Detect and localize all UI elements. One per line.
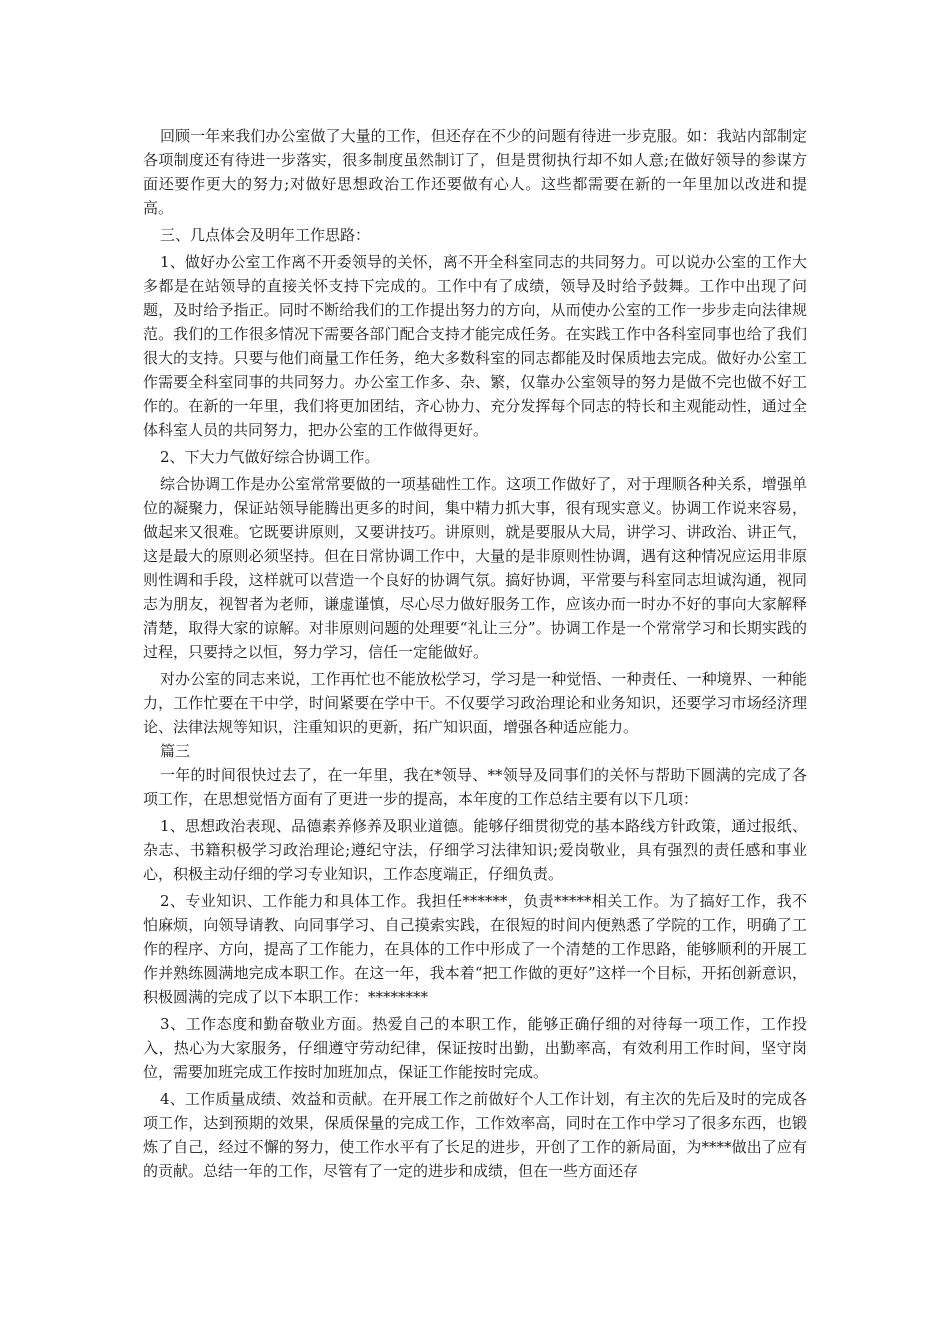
paragraph-coordination: 综合协调工作是办公室常常要做的一项基础性工作。这项工作做好了，对于理顺各种关系，增强单位的凝聚力，保证站领导能腾出更多的时间，集中精力抓大事，很有现实意义。协调工作说来容易，做起来又很难。它既要讲原则，又要讲技巧。讲原则，就是要服从大局，讲学习、讲政治、讲正气，这是最大的原则必须坚持。但在日常协调工作中，大量的是非原则性协调，遇有这种情况应运用非原则性调和手段，这样就可以营造一个良好的协调气氛。搞好协调，平常要与科室同志坦诚沟通，视同志为朋友，视智者为老师，谦虚谨慎，尽心尽力做好服务工作，应该办而一时办不好的事向大家解释清楚，取得大家的谅解。对非原则问题的处理要“礼让三分”。协调工作是一个常常学习和长期实践的过程，只要持之以恒，努力学习，信任一定能做好。 xyxy=(143,475,807,661)
paragraph-professional: 2、专业知识、工作能力和具体工作。我担任******，负责*****相关工作。为了搞好工作，我不怕麻烦，向领导请教、向同事学习、自己摸索实践，在很短的时间内便熟悉了学院的工作，明确了工作的程序、方向，提高了工作能力，在具体的工作中形成了一个清楚的工作思路，能够顺利的开展工作并熟练圆满地完成本职工作。在这一年，我本着“把工作做的更好”这样一个目标，开拓创新意识，积极圆满的完成了以下本职工作：******** xyxy=(143,892,807,1006)
paragraph-political: 1、思想政治表现、品德素养修养及职业道德。能够仔细贯彻党的基本路线方针政策，通过报纸、杂志、书籍积极学习政治理论;遵纪守法，仔细学习法律知识;爱岗敬业，具有强烈的责任感和事业心，积极主动仔细的学习专业知识，工作态度端正，仔细负责。 xyxy=(143,817,807,883)
section-heading-part-three: 篇三 xyxy=(160,742,191,760)
document-body xyxy=(143,124,807,1183)
paragraph-quality: 4、工作质量成绩、效益和贡献。在开展工作之前做好个人工作计划，有主次的先后及时的完成各项工作，达到预期的效果，保质保量的完成工作，工作效率高，同时在工作中学习了很多东西，也锻炼了自己，经过不懈的努力，使工作水平有了长足的进步，开创了工作的新局面，为****做出了应有的贡献。总结一年的工作，尽管有了一定的进步和成绩，但在一些方面还存 xyxy=(143,1090,807,1180)
paragraph-study: 对办公室的同志来说，工作再忙也不能放松学习，学习是一种觉悟、一种责任、一种境界、一种能力，工作忙要在干中学，时间紧要在学中干。不仅要学习政治理论和业务知识，还要学习市场经济理论、法律法规等知识，注重知识的更新，拓广知识面，增强各种适应能力。 xyxy=(143,670,807,736)
paragraph-point-2-heading: 2、下大力气做好综合协调工作。 xyxy=(160,448,380,466)
paragraph-point-1: 1、做好办公室工作离不开委领导的关怀，离不开全科室同志的共同努力。可以说办公室的工作大多都是在站领导的直接关怀支持下完成的。工作中有了成绩，领导及时给予鼓舞。工作中出现了问题，及时给予指正。同时不断给我们的工作提出努力的方向，从而使办公室的工作一步步走向法律规范。我们的工作很多情况下需要各部门配合支持才能完成任务。在实践工作中各科室同事也给了我们很大的支持。只要与他们商量工作任务，绝大多数科室的同志都能及时保质地去完成。做好办公室工作需要全科室同事的共同努力。办公室工作多、杂、繁，仅靠办公室领导的努力是做不完也做不好工作的。在新的一年里，我们将更加团结，齐心协力、充分发挥每个同志的特长和主观能动性，通过全体科室人员的共同努力，把办公室的工作做得更好。 xyxy=(143,253,807,439)
paragraph-review: 回顾一年来我们办公室做了大量的工作，但还存在不少的问题有待进一步克服。如：我站内部制定各项制度还有待进一步落实，很多制度虽然制订了，但是贯彻执行却不如人意;在做好领导的参谋方面还要作更大的努力;对做好思想政治工作还要做有心人。这些都需要在新的一年里加以改进和提高。 xyxy=(143,127,807,217)
paragraph-year-summary: 一年的时间很快过去了，在一年里，我在*领导、**领导及同事们的关怀与帮助下圆满的完成了各项工作，在思想觉悟方面有了更进一步的提高，本年度的工作总结主要有以下几项： xyxy=(143,766,807,808)
section-heading-experience: 三、几点体会及明年工作思路： xyxy=(160,226,371,244)
paragraph-attitude: 3、工作态度和勤奋敬业方面。热爱自己的本职工作，能够正确仔细的对待每一项工作，工作投入，热心为大家服务，仔细遵守劳动纪律，保证按时出勤，出勤率高，有效利用工作时间，坚守岗位，需要加班完成工作按时加班加点，保证工作能按时完成。 xyxy=(143,1015,807,1081)
